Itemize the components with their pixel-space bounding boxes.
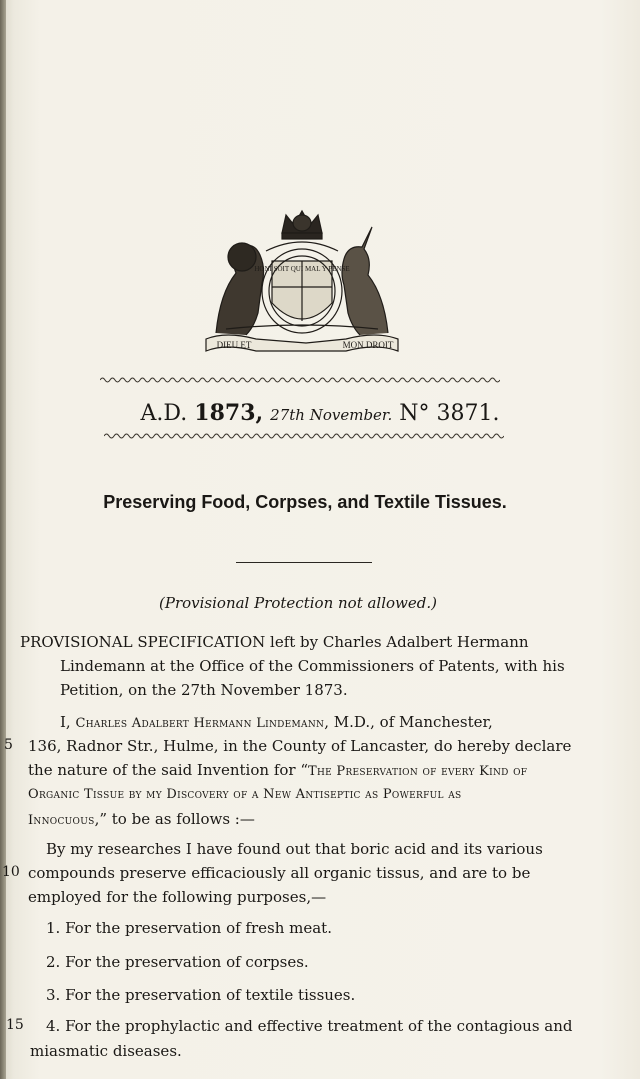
research-line-1: By my researches I have found out that boric acid and its various <box>46 840 543 858</box>
declaration-line-3-start: the nature of the said Invention for “ <box>28 761 309 779</box>
spec-line-1: PROVISIONAL SPECIFICATION left by Charles Adalbert Hermann <box>20 633 529 651</box>
purpose-item-3: 3. For the preservation of textile tissues. <box>46 986 356 1004</box>
patent-number: N° 3871. <box>399 401 500 426</box>
document-title: Preserving Food, Corpses, and Textile Tissues. <box>103 492 507 512</box>
spec-line-3: Petition, on the 27th November 1873. <box>60 681 348 699</box>
spec-line-2: Lindemann at the Office of the Commissioners of Patents, with his <box>60 657 565 675</box>
wavy-rule-top <box>100 376 500 384</box>
declaration-pronoun: I, <box>60 713 71 731</box>
inventor-name: Charles Adalbert Hermann Lindemann <box>75 716 325 731</box>
svg-text:DIEU ET: DIEU ET <box>216 340 252 350</box>
page-binding-edge <box>0 0 6 1079</box>
patent-date: 27th November. <box>270 406 393 424</box>
purpose-item-1: 1. For the preservation of fresh meat. <box>46 919 332 937</box>
invention-title-part-2: Organic Tissue by my Discovery of a New Antiseptic as Powerful as <box>28 787 462 802</box>
purpose-item-4: 4. For the prophylactic and effective treatment of the contagious and <box>46 1017 573 1035</box>
purpose-item-2: 2. For the preservation of corpses. <box>46 953 309 971</box>
declaration-line-3 <box>28 761 527 781</box>
margin-line-number-15: 15 <box>6 1017 24 1033</box>
declaration-line-1-end: , M.D., of Manchester, <box>324 713 493 731</box>
margin-line-number-5: 5 <box>4 737 13 753</box>
purpose-item-4-continued: miasmatic diseases. <box>30 1042 182 1060</box>
ad-label: A.D. <box>140 401 188 426</box>
provisional-note: (Provisional Protection not allowed.) <box>159 594 437 612</box>
svg-text:MON DROIT: MON DROIT <box>342 340 394 350</box>
declaration-line-5-end: ,” to be as follows :— <box>94 810 255 828</box>
declaration-line-5 <box>28 810 255 830</box>
wavy-rule-bottom <box>104 432 504 440</box>
research-line-2: compounds preserve efficaciously all organic tissus, and are to be <box>28 864 531 882</box>
patent-year: 1873, <box>194 400 264 426</box>
invention-title-part-3: Innocuous <box>28 813 95 828</box>
research-line-3: employed for the following purposes,— <box>28 888 327 906</box>
declaration-line-1 <box>60 713 493 733</box>
patent-header <box>0 400 640 426</box>
title-divider <box>236 562 372 563</box>
royal-coat-of-arms-icon <box>196 203 408 353</box>
invention-title-part-1: The Preservation of every Kind of <box>308 764 528 779</box>
svg-text:HONI SOIT QUI MAL Y PENSE: HONI SOIT QUI MAL Y PENSE <box>254 265 350 273</box>
declaration-line-2: 136, Radnor Str., Hulme, in the County of Lancaster, do hereby declare <box>28 737 572 755</box>
margin-line-number-10: 10 <box>2 864 20 880</box>
